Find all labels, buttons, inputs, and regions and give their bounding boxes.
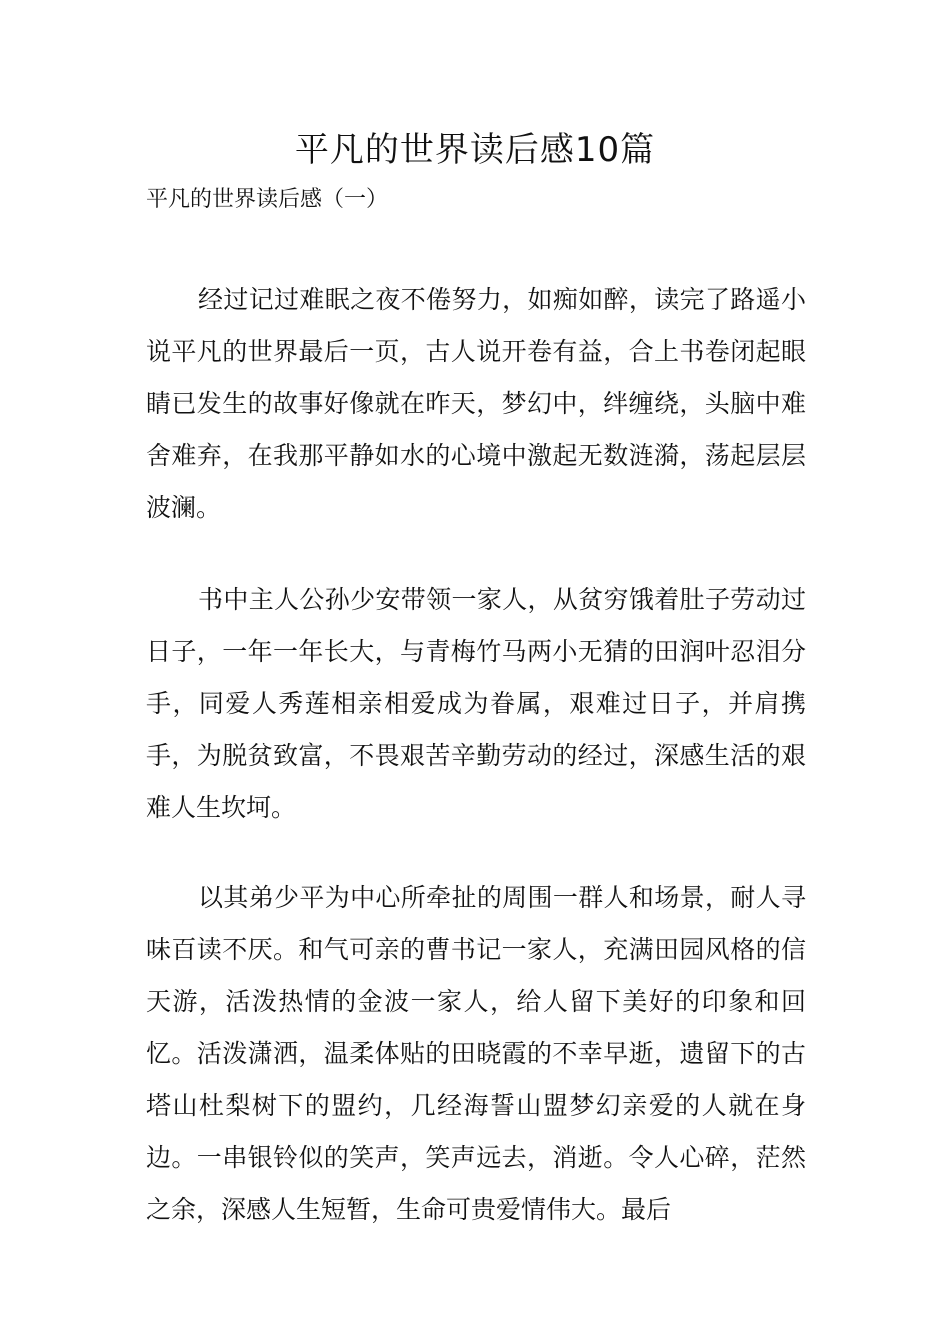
paragraph-2: 书中主人公孙少安带领一家人，从贫穷饿着肚子劳动过日子，一年一年长大，与青梅竹马两小无猜的田润叶忍泪分手，同爱人秀莲相亲相爱成为眷属，艰难过日子，并肩携手，为脱贫致富，不畏艰苦辛勤劳动的经过，深感生活的艰难人生坎坷。: [146, 585, 806, 822]
paragraph-3: 以其弟少平为中心所牵扯的周围一群人和场景，耐人寻味百读不厌。和气可亲的曹书记一家人，充满田园风格的信天游，活泼热情的金波一家人，给人留下美好的印象和回忆。活泼潇洒，温柔体贴的田晓霞的不幸早逝，遗留下的古塔山杜梨树下的盟约，几经海誓山盟梦幻亲爱的人就在身边。一串银铃似的笑声，笑声远去，消逝。令人心碎，茫然之余，深感人生短暂，生命可贵爱情伟大。最后: [146, 883, 806, 1224]
section-heading: 平凡的世界读后感（一）: [146, 187, 389, 212]
paragraph-1: 经过记过难眠之夜不倦努力，如痴如醉，读完了路遥小说平凡的世界最后一页，古人说开卷有益，合上书卷闭起眼睛已发生的故事好像就在昨天，梦幻中，绊缠绕，头脑中难舍难弃，在我那平静如水的心境中激起无数涟漪，荡起层层波澜。: [146, 285, 806, 522]
document-title: 平凡的世界读后感10篇: [294, 130, 656, 170]
